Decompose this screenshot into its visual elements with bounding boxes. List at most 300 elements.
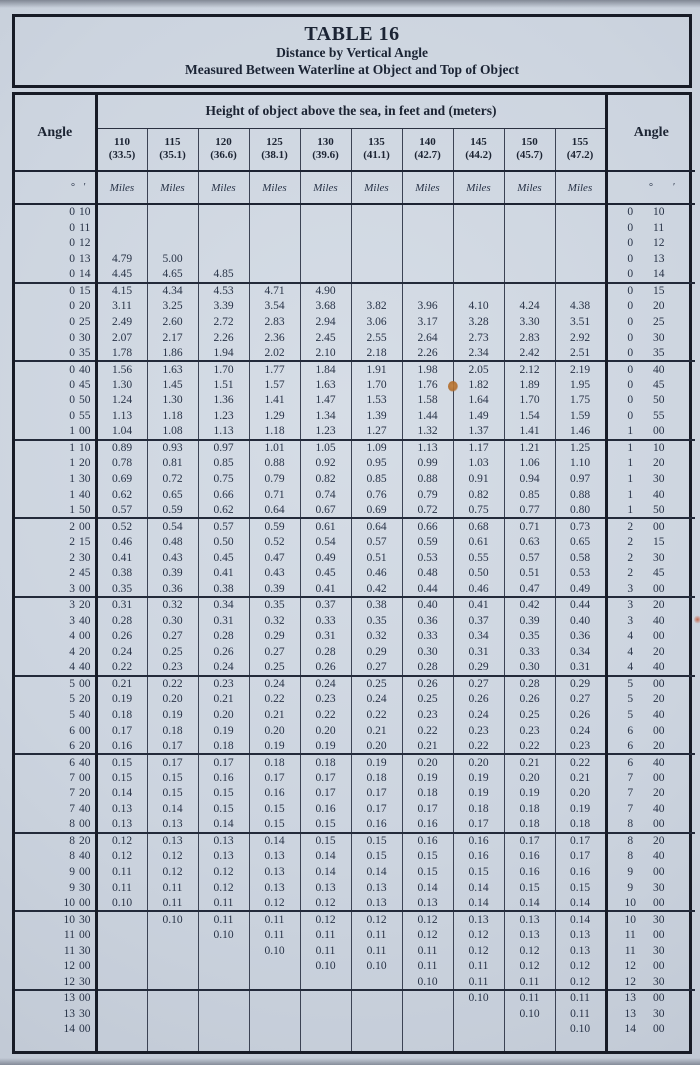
distance-value-cell: 0.12 — [402, 927, 453, 943]
angle-minutes-left: 15 — [75, 534, 96, 550]
angle-minutes-right: 10 — [653, 206, 665, 219]
distance-value-cell: 0.16 — [504, 848, 555, 864]
distance-value-cell: 0.16 — [249, 786, 300, 802]
table-row — [15, 801, 695, 817]
distance-value-cell: 0.15 — [96, 754, 147, 770]
distance-value-cell: 1.06 — [504, 456, 555, 472]
distance-value-cell — [147, 1021, 198, 1037]
angle-degrees-right: 1 — [606, 471, 653, 487]
distance-value-cell: 1.94 — [198, 345, 249, 361]
distance-value-cell: 0.19 — [453, 786, 504, 802]
distance-value-cell: 1.09 — [351, 440, 402, 456]
distance-value-cell: 0.20 — [402, 754, 453, 770]
distance-value-cell: 0.33 — [402, 628, 453, 644]
distance-value-cell: 2.26 — [402, 345, 453, 361]
distance-value-cell: 0.36 — [555, 628, 606, 644]
distance-value-cell: 0.71 — [249, 487, 300, 503]
angle-degrees-left: 10 — [63, 896, 75, 909]
distance-value-cell: 0.66 — [198, 487, 249, 503]
angle-minutes-left: 00 — [75, 864, 96, 880]
distance-value-cell: 0.11 — [453, 974, 504, 990]
distance-value-cell: 0.57 — [351, 534, 402, 550]
table-row — [15, 597, 695, 613]
distance-value-cell — [249, 959, 300, 975]
distance-value-cell: 0.21 — [402, 738, 453, 754]
angle-minutes-right: 35 — [653, 346, 665, 359]
distance-value-cell: 0.25 — [351, 676, 402, 692]
distance-value-cell: 0.26 — [555, 707, 606, 723]
table-row — [15, 456, 695, 472]
angle-degrees-right: 0 — [606, 408, 653, 424]
distance-value-cell — [402, 1006, 453, 1022]
angle-degrees-left: 0 — [15, 283, 75, 299]
distance-value-cell: 1.45 — [147, 377, 198, 393]
distance-value-cell: 0.73 — [555, 518, 606, 534]
angle-minutes-right: 25 — [653, 315, 665, 328]
distance-value-cell: 0.17 — [147, 754, 198, 770]
distance-value-cell: 0.25 — [402, 691, 453, 707]
distance-value-cell: 0.18 — [249, 754, 300, 770]
angle-minutes-left: 30 — [75, 471, 96, 487]
angle-minutes-left: 11 — [75, 220, 96, 236]
table-row — [15, 990, 695, 1006]
distance-value-cell: 0.26 — [453, 691, 504, 707]
distance-value-cell: 0.15 — [402, 848, 453, 864]
distance-value-cell: 0.41 — [111, 551, 133, 564]
table-row — [15, 581, 695, 597]
distance-value-cell: 0.20 — [198, 707, 249, 723]
distance-value-cell: 0.14 — [504, 896, 555, 912]
angle-minutes-right: 30 — [653, 551, 665, 564]
distance-value-cell: 0.10 — [351, 959, 402, 975]
distance-value-cell: 0.22 — [402, 723, 453, 739]
distance-value-cell: 2.51 — [555, 345, 606, 361]
distance-value-cell: 3.39 — [198, 298, 249, 314]
angle-minutes-left: 00 — [75, 770, 96, 786]
distance-value-cell: 0.14 — [300, 864, 351, 880]
distance-value-cell: 0.65 — [555, 534, 606, 550]
distance-value-cell: 2.34 — [453, 345, 504, 361]
distance-value-cell: 0.44 — [402, 581, 453, 597]
angle-degrees-right: 6 — [606, 738, 653, 754]
distance-value-cell: 0.51 — [504, 566, 555, 582]
distance-value-cell: 1.95 — [555, 377, 606, 393]
angle-minutes-left: 00 — [75, 1021, 96, 1037]
blank-cell — [75, 1037, 96, 1051]
distance-value-cell: 0.18 — [555, 817, 606, 833]
angle-degrees-left: 6 — [69, 739, 75, 752]
distance-value-cell: 2.02 — [249, 345, 300, 361]
distance-value-cell: 0.35 — [111, 582, 133, 595]
distance-value-cell: 0.12 — [198, 880, 249, 896]
angle-minutes-left: 50 — [75, 393, 96, 409]
angle-degrees-left: 8 — [69, 850, 75, 863]
distance-value-cell: 0.69 — [351, 503, 402, 519]
table-box — [12, 92, 692, 1054]
distance-value-cell: 0.47 — [249, 550, 300, 566]
distance-value-cell: 0.11 — [555, 1006, 606, 1022]
distance-value-cell: 0.14 — [351, 864, 402, 880]
distance-value-cell: 0.19 — [402, 770, 453, 786]
distance-value-cell: 0.31 — [555, 660, 606, 676]
distance-value-cell: 0.15 — [111, 771, 133, 784]
distance-value-cell — [249, 990, 300, 1006]
distance-value-cell: 0.10 — [300, 959, 351, 975]
miles-unit-label: Miles — [453, 171, 504, 204]
distance-value-cell: 0.13 — [111, 803, 133, 816]
height-feet-label: 110 — [114, 135, 130, 148]
distance-value-cell: 3.82 — [351, 298, 402, 314]
distance-value-cell: 0.13 — [147, 833, 198, 849]
distance-value-cell: 3.11 — [112, 300, 132, 313]
distance-value-cell: 1.30 — [147, 393, 198, 409]
angle-minutes-right: 00 — [653, 960, 665, 973]
distance-value-cell: 1.17 — [453, 440, 504, 456]
distance-value-cell: 0.16 — [555, 864, 606, 880]
distance-value-cell: 0.18 — [111, 708, 133, 721]
distance-value-cell — [351, 974, 402, 990]
angle-degrees-right: 2 — [606, 518, 653, 534]
angle-minutes-right: 30 — [653, 944, 665, 957]
angle-minutes-right: 40 — [653, 614, 665, 627]
distance-value-cell: 0.22 — [453, 738, 504, 754]
distance-value-cell: 0.24 — [351, 691, 402, 707]
angle-minutes-right: 00 — [653, 990, 695, 1006]
distance-value-cell: 0.31 — [96, 597, 147, 613]
height-meters-label: (33.5) — [108, 149, 136, 162]
angle-degrees-left: 3 — [15, 597, 75, 613]
distance-value-cell: 0.74 — [300, 487, 351, 503]
distance-value-cell: 0.18 — [300, 754, 351, 770]
distance-value-cell: 0.13 — [249, 880, 300, 896]
angle-minutes-left: 00 — [75, 990, 96, 1006]
distance-value-cell: 0.29 — [453, 660, 504, 676]
angle-degrees-left: 10 — [15, 911, 75, 927]
height-feet-label: 125 — [266, 135, 283, 148]
distance-value-cell: 0.89 — [96, 440, 147, 456]
angle-degrees-left: 13 — [63, 1007, 75, 1020]
table-row — [15, 283, 695, 299]
distance-value-cell: 0.18 — [198, 738, 249, 754]
distance-value-cell: 0.12 — [198, 864, 249, 880]
distance-value-cell: 0.31 — [198, 613, 249, 629]
distance-value-cell: 0.72 — [402, 503, 453, 519]
angle-degrees-left: 5 — [69, 708, 75, 721]
distance-value-cell: 0.17 — [300, 770, 351, 786]
distance-value-cell: 0.11 — [402, 959, 453, 975]
blank-cell — [555, 1037, 606, 1051]
angle-degrees-right: 6 — [606, 723, 653, 739]
angle-minutes-left: 00 — [75, 628, 96, 644]
distance-value-cell: 1.63 — [147, 361, 198, 377]
height-meters-label: (44.2) — [465, 149, 492, 162]
distance-value-cell: 0.18 — [504, 817, 555, 833]
angle-minutes-right: 40 — [653, 361, 695, 377]
distance-value-cell: 4.71 — [249, 283, 300, 299]
distance-value-cell: 1.84 — [300, 361, 351, 377]
distance-value-cell: 0.14 — [198, 817, 249, 833]
distance-value-cell: 0.11 — [351, 927, 402, 943]
distance-value-cell — [555, 220, 606, 236]
distance-value-cell — [147, 204, 198, 220]
angle-minutes-right: 00 — [653, 866, 665, 879]
distance-value-cell — [300, 251, 351, 267]
distance-value-cell: 1.27 — [351, 424, 402, 440]
distance-value-cell: 0.30 — [147, 613, 198, 629]
height-feet-label: 140 — [419, 135, 436, 148]
angle-minutes-right: 30 — [653, 331, 665, 344]
distance-value-cell: 0.92 — [300, 456, 351, 472]
distance-value-cell — [198, 1021, 249, 1037]
distance-value-cell: 0.49 — [555, 581, 606, 597]
distance-value-cell: 4.85 — [198, 267, 249, 283]
angle-degrees-left: 1 — [69, 457, 75, 470]
distance-value-cell: 0.13 — [300, 880, 351, 896]
miles-unit-label: Miles — [300, 171, 351, 204]
angle-degrees-left: 7 — [69, 803, 75, 816]
distance-value-cell: 1.18 — [147, 408, 198, 424]
angle-minutes-left: 40 — [75, 801, 96, 817]
distance-value-cell: 0.12 — [402, 911, 453, 927]
distance-value-cell: 0.11 — [249, 927, 300, 943]
distance-value-cell: 3.17 — [402, 314, 453, 330]
blank-cell — [147, 1037, 198, 1051]
angle-degrees-right: 5 — [606, 676, 653, 692]
distance-value-cell: 0.16 — [198, 770, 249, 786]
table-row — [15, 974, 695, 990]
table-row — [15, 566, 695, 582]
distance-value-cell — [300, 1006, 351, 1022]
angle-degrees-right: 9 — [606, 864, 653, 880]
distance-value-cell: 0.22 — [147, 676, 198, 692]
distance-value-cell — [351, 1006, 402, 1022]
distance-value-cell: 0.42 — [504, 597, 555, 613]
distance-value-cell: 0.49 — [300, 550, 351, 566]
distance-value-cell: 1.36 — [198, 393, 249, 409]
angle-degrees-right: 13 — [606, 990, 653, 1006]
distance-value-cell: 1.23 — [300, 424, 351, 440]
distance-value-cell — [453, 1021, 504, 1037]
distance-value-cell: 2.05 — [453, 361, 504, 377]
angle-minutes-left: 40 — [75, 487, 96, 503]
table-row — [15, 911, 695, 927]
distance-value-cell: 0.13 — [504, 911, 555, 927]
table-row — [15, 534, 695, 550]
angle-degrees-right: 8 — [606, 833, 653, 849]
table-row — [15, 833, 695, 849]
distance-value-cell: 0.15 — [249, 801, 300, 817]
distance-value-cell: 0.28 — [504, 676, 555, 692]
distance-value-cell — [249, 204, 300, 220]
distance-value-cell: 1.13 — [198, 424, 249, 440]
distance-value-cell — [96, 1021, 147, 1037]
distance-value-cell: 0.81 — [147, 456, 198, 472]
distance-value-cell: 0.24 — [555, 723, 606, 739]
distance-value-cell: 0.24 — [249, 676, 300, 692]
table-row — [15, 848, 695, 864]
distance-value-cell: 1.70 — [504, 393, 555, 409]
table-row — [15, 503, 695, 519]
blank-cell — [96, 1037, 147, 1051]
distance-value-cell: 4.24 — [504, 298, 555, 314]
distance-value-cell: 0.13 — [351, 880, 402, 896]
distance-value-cell: 0.47 — [504, 581, 555, 597]
distance-value-cell: 0.20 — [300, 723, 351, 739]
table-row — [15, 864, 695, 880]
distance-value-cell — [300, 204, 351, 220]
distance-value-cell: 0.71 — [504, 518, 555, 534]
distance-value-cell: 0.22 — [111, 661, 133, 674]
distance-value-cell: 0.32 — [147, 597, 198, 613]
angle-minutes-right: 10 — [653, 440, 695, 456]
distance-value-cell: 0.66 — [402, 518, 453, 534]
angle-minutes-right: 40 — [653, 661, 665, 674]
distance-value-cell — [96, 943, 147, 959]
distance-value-cell: 0.72 — [147, 471, 198, 487]
distance-value-cell: 0.93 — [147, 440, 198, 456]
angle-degrees-right: 0 — [606, 251, 653, 267]
distance-value-cell: 1.98 — [402, 361, 453, 377]
distance-value-cell: 0.80 — [555, 503, 606, 519]
distance-value-cell: 0.12 — [249, 896, 300, 912]
angle-degrees-left: 1 — [69, 473, 75, 486]
table-row — [15, 440, 695, 456]
miles-unit-label: Miles — [147, 171, 198, 204]
angle-degrees-right: 11 — [606, 943, 653, 959]
distance-value-cell: 0.12 — [300, 896, 351, 912]
table-row — [15, 220, 695, 236]
distance-value-cell — [402, 1021, 453, 1037]
angle-degrees-left: 5 — [15, 676, 75, 692]
distance-value-cell: 0.11 — [453, 959, 504, 975]
distance-value-cell: 0.11 — [504, 974, 555, 990]
distance-value-cell: 0.20 — [504, 770, 555, 786]
distance-value-cell: 0.29 — [555, 676, 606, 692]
distance-value-cell: 0.76 — [351, 487, 402, 503]
distance-value-cell: 0.50 — [453, 566, 504, 582]
height-feet-label: 145 — [470, 135, 487, 148]
distance-value-cell: 0.99 — [402, 456, 453, 472]
distance-value-cell: 4.90 — [300, 283, 351, 299]
distance-value-cell: 0.52 — [96, 518, 147, 534]
distance-value-cell: 0.19 — [351, 754, 402, 770]
distance-value-cell: 0.22 — [300, 707, 351, 723]
distance-value-cell — [351, 283, 402, 299]
distance-value-cell: 0.64 — [351, 518, 402, 534]
distance-value-cell: 1.75 — [555, 393, 606, 409]
distance-value-cell: 0.39 — [504, 613, 555, 629]
angle-minutes-right: 00 — [653, 896, 665, 909]
distance-value-cell: 0.15 — [147, 770, 198, 786]
distance-value-cell: 2.36 — [249, 330, 300, 346]
angle-degrees-right: 3 — [606, 597, 653, 613]
distance-value-cell: 0.35 — [504, 628, 555, 644]
blank-cell — [15, 1037, 75, 1051]
angle-degrees-left: 1 — [15, 440, 75, 456]
distance-value-cell — [96, 220, 147, 236]
blank-cell — [300, 1037, 351, 1051]
distance-value-cell — [555, 267, 606, 283]
angle-minutes-right: 40 — [653, 850, 665, 863]
distance-value-cell: 0.20 — [249, 723, 300, 739]
angle-degrees-left: 2 — [15, 518, 75, 534]
distance-value-cell: 0.40 — [402, 597, 453, 613]
distance-value-cell: 1.82 — [453, 377, 504, 393]
table-row — [15, 707, 695, 723]
distance-value-cell: 0.27 — [351, 660, 402, 676]
distance-value-cell — [402, 235, 453, 251]
table-row — [15, 204, 695, 220]
distance-value-cell — [198, 943, 249, 959]
distance-value-cell — [402, 267, 453, 283]
distance-value-cell: 0.23 — [555, 738, 606, 754]
distance-value-cell: 1.59 — [555, 408, 606, 424]
angle-minutes-left: 55 — [75, 408, 96, 424]
distance-value-cell: 1.89 — [504, 377, 555, 393]
distance-value-cell — [300, 974, 351, 990]
angle-minutes-left: 30 — [75, 880, 96, 896]
distance-value-cell: 0.36 — [147, 581, 198, 597]
distance-value-cell: 0.13 — [249, 848, 300, 864]
distance-value-cell: 0.44 — [555, 597, 606, 613]
distance-value-cell: 0.17 — [300, 786, 351, 802]
table-row — [15, 267, 695, 283]
angle-degrees-left: 7 — [69, 771, 75, 784]
distance-value-cell: 0.30 — [402, 644, 453, 660]
distance-value-cell — [453, 267, 504, 283]
distance-value-cell: 0.97 — [555, 471, 606, 487]
angle-minutes-right: 20 — [653, 597, 695, 613]
distance-value-cell: 0.25 — [249, 660, 300, 676]
distance-value-cell — [96, 1006, 147, 1022]
distance-value-cell: 1.64 — [453, 393, 504, 409]
angle-degrees-right: 3 — [606, 581, 653, 597]
angle-minutes-left: 40 — [75, 613, 96, 629]
distance-value-cell: 0.17 — [402, 801, 453, 817]
angle-degrees-left: 8 — [15, 833, 75, 849]
table-row — [15, 943, 695, 959]
distance-value-cell: 0.82 — [300, 471, 351, 487]
angle-degrees-left: 3 — [69, 614, 75, 627]
height-meters-label: (39.6) — [312, 149, 339, 162]
angle-minutes-left: 10 — [75, 204, 96, 220]
distance-value-cell: 0.13 — [147, 817, 198, 833]
angle-minutes-right: 30 — [653, 1007, 665, 1020]
distance-value-cell — [300, 235, 351, 251]
distance-value-cell: 0.18 — [351, 770, 402, 786]
distance-value-cell: 0.57 — [198, 518, 249, 534]
distance-value-cell: 0.14 — [453, 896, 504, 912]
angle-degrees-right: 0 — [606, 267, 653, 283]
page-subtitle-1: Distance by Vertical Angle — [276, 45, 428, 61]
angle-minutes-right: 00 — [653, 771, 665, 784]
distance-value-cell: 0.15 — [453, 864, 504, 880]
distance-value-cell: 2.45 — [300, 330, 351, 346]
distance-value-cell: 0.39 — [147, 566, 198, 582]
distance-value-cell: 0.15 — [198, 786, 249, 802]
height-feet-label: 115 — [164, 135, 181, 148]
distance-value-cell: 3.06 — [351, 314, 402, 330]
angle-degrees-right: 2 — [606, 534, 653, 550]
distance-value-cell: 0.30 — [504, 660, 555, 676]
distance-value-cell: 0.27 — [453, 676, 504, 692]
distance-value-cell: 0.94 — [504, 471, 555, 487]
distance-value-cell: 0.18 — [147, 723, 198, 739]
distance-value-cell: 1.03 — [453, 456, 504, 472]
table-row — [15, 330, 695, 346]
distance-value-cell — [198, 235, 249, 251]
distance-value-cell: 2.18 — [351, 345, 402, 361]
